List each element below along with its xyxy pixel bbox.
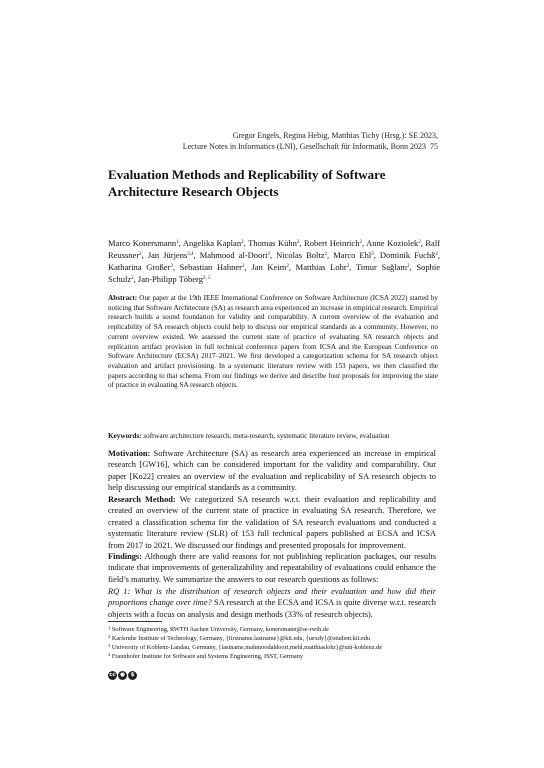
footnote-text: University of Koblenz-Landau, Germany, {lastname,mahmoodaldoori,mehl,matthiaslohr}@uni-koblenz.de bbox=[111, 644, 383, 651]
running-header-line1: Gregor Engels, Regina Hebig, Matthias Tichy (Hrsg.): SE 2023, bbox=[232, 131, 438, 140]
author bbox=[251, 262, 288, 272]
running-header-venue: Lecture Notes in Informatics (LNI), Gesellschaft für Informatik, Bonn 2023 bbox=[182, 142, 426, 151]
rq1-answer: SA research at the ECSA and ICSA is quite diverse w.r.t. research objects with a focus on analysis and design methods (33% of research objects). bbox=[108, 598, 436, 619]
nc-icon: $ bbox=[128, 671, 137, 680]
page-number: 75 bbox=[430, 142, 438, 151]
author-name: Katharina Großer bbox=[108, 262, 171, 272]
findings-text: Although there are valid reasons for not publishing replication packages, our results indicate that improvements of generalizability and repeatability of evaluations could enhance the field’s maturity. We summarize the answers to our research questions as follows: bbox=[108, 552, 436, 584]
creative-commons-license[interactable] bbox=[108, 670, 140, 680]
author-affiliation-mark: 2 bbox=[324, 252, 328, 257]
author-list: Marco Konersmann$^1$, Angelika Kaplan$^2$, Thomas Kühn$^2$, Robert Heinrich$^2$, Anne Koziolek$^2$, Ralf Reussner$^2$, Jan Jürjens$^{3,4}$, Mahmood al-Doori$^3$, Nicolas Boltz$^2$, Marco Ehl$^3$, Dominik Fuchß$^2$, Katharina Großer$^3$, Sebastian Hahner$^2$, Jan Keim$^2$, Matthias Lohr$^3$, Timur Sağlam$^2$, Sophie Schulz$^2$, Jan-Philipp Töberg$^{2, 5}$ bbox=[108, 238, 441, 284]
author-affiliation-mark: 3 bbox=[267, 252, 270, 257]
author-affiliation-mark: 3 bbox=[346, 264, 350, 269]
keywords-text: software architecture research, meta-research, systematic literature review, evaluation bbox=[143, 432, 390, 440]
author bbox=[108, 238, 179, 248]
findings-paragraph bbox=[108, 551, 436, 585]
footnote-rule bbox=[108, 621, 162, 622]
author-affiliation-mark: 2, 5 bbox=[202, 276, 211, 281]
author bbox=[183, 238, 244, 248]
author-affiliation-mark: 2 bbox=[359, 240, 362, 245]
author bbox=[333, 250, 374, 260]
footnote-number: 3 bbox=[108, 643, 111, 648]
author-name: Matthias Lohr bbox=[295, 262, 347, 272]
author-affiliation-mark: 3,4 bbox=[187, 252, 194, 257]
author bbox=[380, 250, 438, 260]
author bbox=[180, 262, 245, 272]
author-affiliation-mark: 1 bbox=[176, 240, 179, 245]
author-name: Jan Jürjens bbox=[147, 250, 188, 260]
author bbox=[366, 238, 421, 248]
author-name: Jan Keim bbox=[251, 262, 287, 272]
method-paragraph bbox=[108, 494, 436, 551]
author bbox=[248, 238, 299, 248]
motivation-paragraph bbox=[108, 448, 436, 494]
author-affiliation-mark: 2 bbox=[435, 252, 438, 257]
footnote-number: 4 bbox=[108, 652, 111, 657]
cc-icon: cc bbox=[109, 671, 116, 678]
method-label: Research Method: bbox=[108, 495, 176, 504]
author-name: Thomas Kühn bbox=[248, 238, 297, 248]
by-icon: ● bbox=[118, 671, 127, 680]
author-affiliation-mark: 2 bbox=[131, 276, 134, 281]
footnote-number: 2 bbox=[108, 634, 111, 639]
author bbox=[356, 262, 410, 272]
abstract bbox=[108, 294, 438, 391]
author bbox=[296, 262, 350, 272]
author-affiliation-mark: 2 bbox=[296, 240, 300, 245]
author-name: Nicolas Boltz bbox=[276, 250, 325, 260]
author-name: Angelika Kaplan bbox=[182, 238, 242, 248]
author bbox=[108, 262, 173, 272]
author-affiliation-mark: 3 bbox=[371, 252, 374, 257]
author-affiliation-mark: 2 bbox=[286, 264, 289, 269]
author-name: Anne Koziolek bbox=[366, 238, 419, 248]
footnote-text: Karlsruhe Institute of Technology, Germany, {firstname.lastname}@kit.edu, {uexdy}@student.kit.edu bbox=[111, 635, 371, 642]
abstract-text: Our paper at the 19th IEEE International Conference on Software Architecture (ICSA 2022) started by noticing that Software Architecture (SA) as research area experienced an increase in empirical research. Empirical research builds a sound foundation for validity and comparability. A current overview of the evaluation and replicability of SA research objects could help to discuss our empirical standards as a community. However, no current overview existed. We assessed the current state of practice of evaluating SA research objects and replication artifact provision in full technical conference papers from ICSA and the European Conference on Software Architecture (ECSA) 2017–2021. We first developed a categorization schema for SA research object evaluation and artifact provisioning. In a systematic literature review with 153 papers, we then classified the papers according to that schema. From our findings we derive and describe four proposals for improving the state of practice in evaluating SA research objects. bbox=[108, 294, 439, 390]
author-name: Robert Heinrich bbox=[304, 238, 360, 248]
author bbox=[138, 274, 211, 284]
rq1-question: RQ 1: What is the distribution of research objects and their evaluation and how did their proportions change over time? bbox=[108, 587, 436, 608]
author bbox=[148, 250, 194, 260]
author-name: Sophie Schulz bbox=[108, 262, 441, 284]
findings-label: Findings: bbox=[108, 552, 142, 561]
motivation-label: Motivation: bbox=[108, 449, 151, 458]
motivation-text: Software Architecture (SA) as research area experienced an increase in empirical research [GW16], which can be considered important for the validity and comparability. Our paper [Ko22] creates an overview of the evaluation and replicability of SA research objects to help discussing our empirical standards as a community. bbox=[108, 449, 437, 493]
author-affiliation-mark: 2 bbox=[241, 240, 244, 245]
author-name: Ralf Reussner bbox=[108, 238, 441, 260]
author bbox=[276, 250, 327, 260]
author-affiliation-mark: 2 bbox=[139, 252, 142, 257]
keywords-label: Keywords: bbox=[108, 432, 142, 440]
footnote-text: Software Engineering, RWTH Aachen University, Germany, konersmann@se-rwth.de bbox=[111, 626, 329, 633]
footnote-4 bbox=[108, 651, 448, 662]
author-affiliation-mark: 2 bbox=[242, 264, 245, 269]
author-name: Sebastian Hahner bbox=[179, 262, 242, 272]
running-header-line2 bbox=[183, 141, 438, 152]
rq1-paragraph bbox=[108, 586, 436, 620]
author-name: Jan-Philipp Töberg bbox=[137, 274, 203, 284]
abstract-label: Abstract: bbox=[108, 294, 138, 302]
author bbox=[304, 238, 362, 248]
footnote-text: Fraunhofer Institute for Software and Systems Engineering, ISST, Germany bbox=[111, 653, 304, 660]
author bbox=[200, 250, 270, 260]
keywords bbox=[108, 432, 438, 442]
author-name: Marco Konersmann bbox=[108, 238, 177, 248]
author-affiliation-mark: 2 bbox=[407, 264, 410, 269]
author-affiliation-mark: 2 bbox=[418, 240, 421, 245]
author-name: Timur Sağlam bbox=[355, 262, 408, 272]
paper-title: Evaluation Methods and Replicability of Software Architecture Research Objects bbox=[108, 167, 386, 199]
footnote-number: 1 bbox=[108, 625, 111, 630]
author-affiliation-mark: 3 bbox=[170, 264, 173, 269]
author-name: Dominik Fuchß bbox=[379, 250, 436, 260]
method-text: We categorized SA research w.r.t. their evaluation and replicability and created an overview of the current state of practice in evaluating SA research. Therefore, we created a classification schema for the validation of SA research evaluations and conducted a systematic literature review (SLR) of 153 full technical papers published at ECSA and ICSA from 2017 to 2021. We discussed our findings and presented proposals for improvement. bbox=[108, 495, 436, 550]
author-name: Mahmood al-Doori bbox=[199, 250, 268, 260]
author-name: Marco Ehl bbox=[333, 250, 372, 260]
